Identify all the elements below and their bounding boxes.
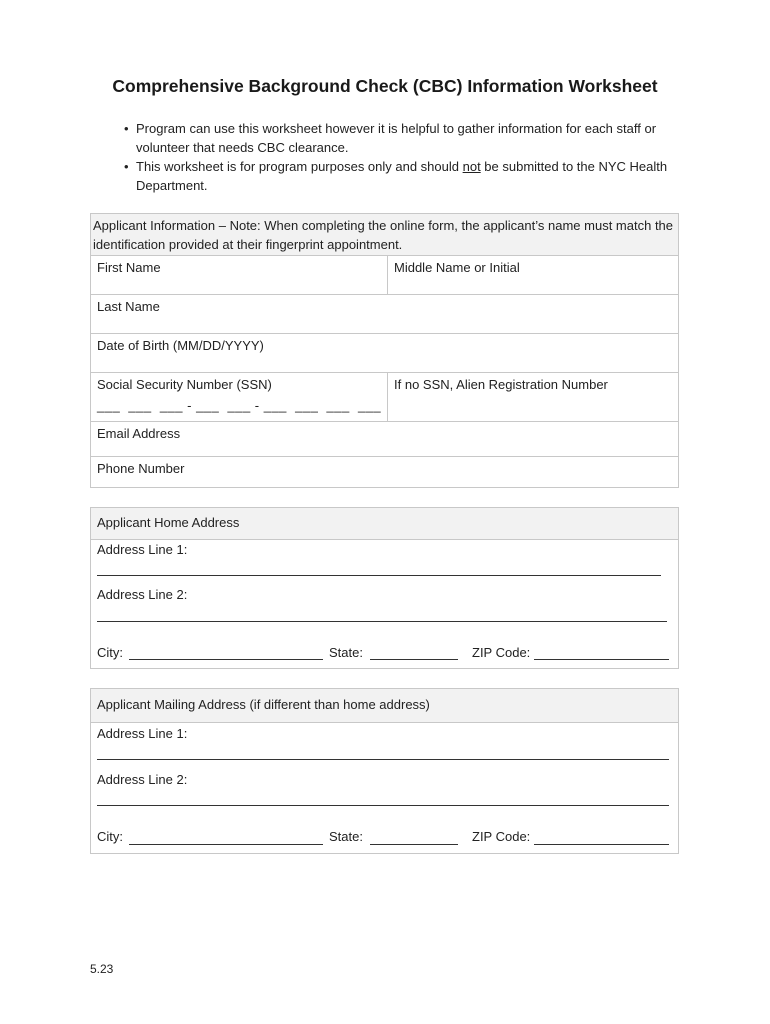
page-title: Comprehensive Background Check (CBC) Information Worksheet	[112, 76, 658, 96]
dob-label: Date of Birth (MM/DD/YYYY)	[97, 338, 264, 353]
mailing-zip-input[interactable]	[534, 844, 669, 845]
home-address-line2-input[interactable]	[97, 621, 667, 622]
home-address-line1-label: Address Line 1:	[97, 542, 188, 557]
first-name-label: First Name	[97, 260, 161, 275]
last-name-label: Last Name	[97, 299, 160, 314]
mailing-state-label: State:	[329, 829, 363, 844]
first-name-field[interactable]	[91, 256, 387, 294]
instruction-text: Program can use this worksheet however it is helpful to gather information for each staff or volunteer that needs CBC clearance.	[136, 121, 657, 155]
applicant-info-header: Applicant Information – Note: When completing the online form, the applicant’s name must match the identification provided at their fingerprint appointment.	[91, 214, 678, 256]
home-zip-input[interactable]	[534, 659, 669, 660]
instruction-item	[122, 157, 682, 195]
home-state-input[interactable]	[370, 659, 458, 660]
mailing-address-line2-input[interactable]	[97, 805, 669, 806]
home-zip-label: ZIP Code:	[472, 645, 531, 660]
instruction-text: be submitted to the NYC Health Department.	[136, 159, 668, 193]
home-address-line1-input[interactable]	[97, 575, 661, 576]
email-field[interactable]	[91, 422, 678, 457]
home-state-label: State:	[329, 645, 363, 660]
phone-label: Phone Number	[97, 461, 185, 476]
mailing-city-input[interactable]	[129, 844, 323, 845]
ssn-field[interactable]	[91, 373, 387, 421]
alien-registration-label: If no SSN, Alien Registration Number	[394, 377, 608, 392]
ssn-label: Social Security Number (SSN)	[97, 377, 272, 392]
mailing-state-input[interactable]	[370, 844, 458, 845]
email-label: Email Address	[97, 426, 181, 441]
mailing-address-section	[90, 688, 679, 854]
middle-name-label: Middle Name or Initial	[394, 260, 520, 275]
ssn-blanks: ___ ___ ___ - ___ ___ - ___ ___ ___ ___	[97, 398, 382, 413]
home-address-section	[90, 507, 679, 669]
mailing-city-label: City:	[97, 829, 123, 844]
phone-field[interactable]	[91, 457, 678, 487]
instructions-list	[122, 119, 682, 195]
instruction-text: This worksheet is for program purposes only and should	[136, 159, 463, 174]
mailing-address-header: Applicant Mailing Address (if different than home address)	[91, 689, 678, 723]
dob-field[interactable]	[91, 334, 678, 373]
version-label: 5.23	[90, 962, 114, 976]
applicant-info-section	[90, 213, 679, 488]
name-row	[91, 256, 678, 295]
ssn-row	[91, 373, 678, 422]
home-address-header: Applicant Home Address	[91, 508, 678, 540]
home-city-input[interactable]	[129, 659, 323, 660]
alien-registration-field[interactable]	[387, 373, 678, 421]
bullet-icon: •	[124, 159, 129, 174]
bullet-icon: •	[124, 121, 129, 136]
instruction-emphasis: not	[462, 159, 481, 174]
mailing-address-line1-input[interactable]	[97, 759, 669, 760]
instruction-item	[122, 119, 682, 157]
middle-name-field[interactable]	[387, 256, 678, 294]
last-name-field[interactable]	[91, 295, 678, 334]
mailing-address-line1-label: Address Line 1:	[97, 726, 188, 741]
mailing-zip-label: ZIP Code:	[472, 829, 531, 844]
home-city-label: City:	[97, 645, 123, 660]
home-address-line2-label: Address Line 2:	[97, 587, 188, 602]
mailing-address-line2-label: Address Line 2:	[97, 772, 188, 787]
